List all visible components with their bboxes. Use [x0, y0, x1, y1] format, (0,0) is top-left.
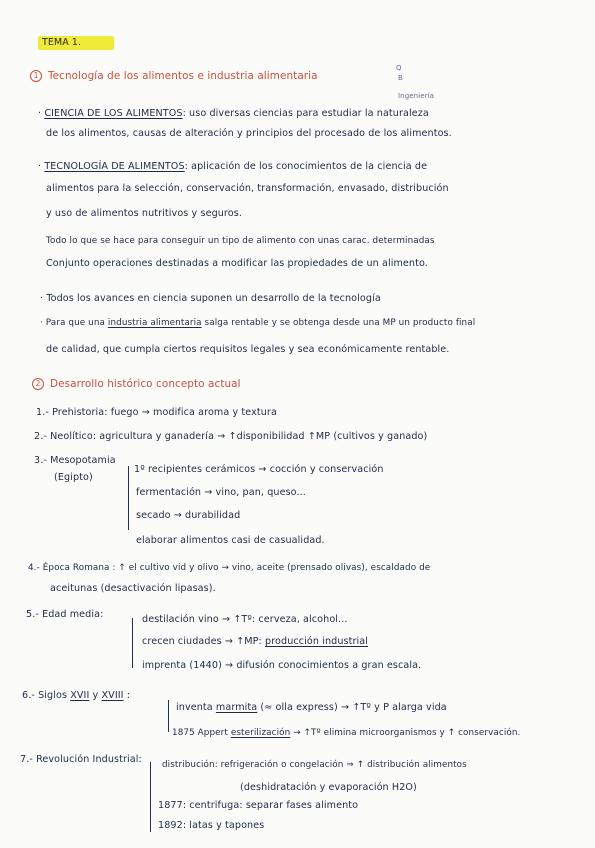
section-number-badge: 2 — [32, 378, 44, 390]
ciencia-line1: : uso diversas ciencias para estudiar la naturaleza — [182, 108, 429, 119]
rev-item: distribución: refrigeración o congelación ⇒ ↑ distribución alimentos — [162, 760, 467, 770]
ciencia-line2: de los alimentos, causas de alteración y principios del procesado de los alimentos. — [46, 128, 452, 139]
siglos-bracket — [168, 700, 169, 732]
rev-bracket — [150, 762, 151, 832]
ciencia-definition: · CIENCIA DE LOS ALIMENTOS: uso diversas ciencias para estudiar la naturaleza — [38, 108, 429, 119]
produccion-industrial: producción industrial — [265, 636, 369, 647]
rev-item: 1877: centrifuga: separar fases alimento — [158, 800, 359, 811]
media-label: 5.- Edad media: — [26, 609, 104, 620]
romana-line1: 4.- Época Romana : ↑ el cultivo vid y olivo → vino, aceite (prensado olivas), escaldado de — [28, 563, 431, 573]
section2-title: Desarrollo histórico concepto actual — [50, 378, 241, 390]
section1-title: Tecnología de los alimentos e industria alimentaria — [48, 70, 318, 82]
historia-neolitico: 2.- Neolítico: agricultura y ganadería → ↑disponibilidad ↑MP (cultivos y ganado) — [34, 431, 428, 442]
meso-item: 1º recipientes cerámicos → cocción y conservación — [134, 464, 384, 475]
meso-item: elaborar alimentos casi de casualidad. — [136, 535, 325, 546]
meso-bracket — [128, 466, 129, 530]
tecnologia-line2: alimentos para la selección, conservación, transformación, envasado, distribución — [46, 183, 449, 194]
romana-line2: aceitunas (desactivación lipasas). — [50, 583, 216, 594]
tecnologia-line3: y uso de alimentos nutritivos y seguros. — [46, 208, 242, 219]
media-item: imprenta (1440) → difusión conocimientos a gran escala. — [142, 660, 422, 671]
tecnologia-definition: · TECNOLOGÍA DE ALIMENTOS: aplicación de los conocimientos de la ciencia de — [38, 161, 428, 172]
meso-item: secado → durabilidad — [136, 510, 241, 521]
meso-item: fermentación → vino, pan, queso... — [136, 487, 306, 498]
tecnologia-line1: : aplicación de los conocimientos de la ciencia de — [184, 161, 428, 172]
media-bracket — [132, 618, 133, 668]
siglos-item: 1875 Appert esterilización → ↑Tº elimina microorganismos y ↑ conservación. — [172, 728, 521, 738]
branch-ingenieria: Ingeniería — [398, 92, 435, 100]
industria-term: industria alimentaria — [107, 318, 202, 328]
tecnologia-line4: Todo lo que se hace para conseguir un tipo de alimento con unas carac. determinadas — [46, 236, 435, 246]
tecnologia-term: TECNOLOGÍA DE ALIMENTOS — [44, 161, 185, 172]
avances-line2: · Para que una industria alimentaria salga rentable y se obtenga desde una MP un producto final — [40, 318, 476, 328]
section1-heading — [30, 70, 318, 82]
tema-highlight: TEMA 1. — [38, 36, 114, 50]
avances-line3: de calidad, que cumpla ciertos requisitos legales y sea económicamente rentable. — [46, 344, 450, 355]
siglos-item: inventa marmita (≈ olla express) → ↑Tº y P alarga vida — [176, 702, 447, 713]
meso-sub: (Egipto) — [54, 472, 93, 483]
media-item: crecen ciudades → ↑MP: producción industrial — [142, 636, 369, 647]
ciencia-term: CIENCIA DE LOS ALIMENTOS — [44, 108, 183, 119]
media-item: destilación vino → ↑Tº: cerveza, alcohol... — [142, 614, 348, 625]
historia-prehistoria: 1.- Prehistoria: fuego → modifica aroma y textura — [36, 407, 277, 418]
avances-line1: · Todos los avances en ciencia suponen un desarrollo de la tecnología — [40, 293, 381, 304]
branch-q: Q — [396, 64, 402, 72]
rev-item: 1892: latas y tapones — [158, 820, 265, 831]
branch-b: B — [398, 74, 403, 82]
siglos-label: 6.- Siglos XVII y XVIII : — [22, 690, 131, 701]
rev-label: 7.- Revolución Industrial: — [20, 754, 142, 765]
section-number-badge: 1 — [30, 70, 42, 82]
section2-heading — [32, 378, 241, 390]
meso-label: 3.- Mesopotamia — [34, 455, 116, 466]
tecnologia-line5: Conjunto operaciones destinadas a modificar las propiedades de un alimento. — [46, 258, 428, 269]
rev-item: (deshidratación y evaporación H2O) — [240, 782, 417, 793]
